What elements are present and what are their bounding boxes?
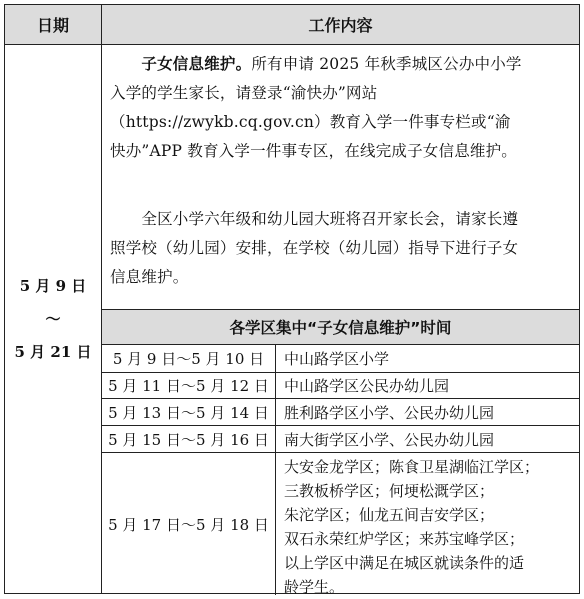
parent-meeting-paragraph (110, 205, 571, 292)
schedule-row (102, 345, 579, 373)
row-schools: 中山路学区小学 (284, 350, 390, 368)
date-separator: ～ (45, 309, 61, 328)
row-schools (276, 453, 579, 595)
row-schools: 中山路学区公民办幼儿园 (284, 377, 450, 395)
para1-line-2: （https://zwykb.cq.gov.cn）教育入学一件事专栏或“渝 (110, 113, 511, 131)
row-date: 5 月 11 日～5 月 12 日 (102, 373, 276, 398)
schedule-row (102, 453, 579, 595)
school-line: 大安金龙学区；陈食卫星湖临江学区； (284, 458, 540, 476)
para2-line-2: 信息维护。 (110, 268, 189, 286)
info-maintenance-paragraph (110, 49, 571, 166)
schedule-subheader: 各学区集中“子女信息维护”时间 (102, 309, 579, 345)
row-schools: 南大街学区小学、公民办幼儿园 (284, 430, 495, 449)
school-line: 双石永荣红炉学区；来苏宝峰学区； (284, 530, 525, 548)
date-column-header: 日期 (5, 5, 102, 45)
content-column-header: 工作内容 (102, 5, 579, 45)
schedule-row (102, 373, 579, 399)
date-start: 5 月 9 日 (19, 276, 87, 295)
row-schools: 胜利路学区小学、公民办幼儿园 (284, 403, 495, 422)
school-line: 三教板桥学区；何埂松溉学区； (284, 482, 495, 500)
row-date: 5 月 17 日～5 月 18 日 (102, 453, 276, 595)
para2-line-1: 照学校（幼儿园）安排，在学校（幼儿园）指导下进行子女 (110, 239, 519, 257)
date-end: 5 月 21 日 (14, 342, 92, 361)
content-cell (102, 45, 579, 596)
schedule-row (102, 399, 579, 426)
para1-line-3: 快办”APP 教育入学一件事专区，在线完成子女信息维护。 (110, 142, 518, 160)
row-date: 5 月 9 日～5 月 10 日 (102, 345, 276, 372)
date-range-cell (5, 45, 102, 593)
school-line: 朱沱学区；仙龙五间吉安学区； (284, 506, 495, 524)
row-date: 5 月 13 日～5 月 14 日 (102, 399, 276, 425)
para1-lead: 子女信息维护。 (141, 54, 252, 73)
para1-line-0: 子女信息维护。所有申请 2025 年秋季城区公办中小学 (141, 54, 522, 73)
row-date: 5 月 15 日～5 月 16 日 (102, 426, 276, 452)
schedule-table (4, 4, 580, 594)
school-line: 以上学区中满足在城区就读条件的适 (284, 554, 525, 572)
school-line: 龄学生。 (284, 578, 345, 596)
para1-line-1: 入学的学生家长，请登录“渝快办”网站 (110, 84, 378, 102)
para2-line-0: 全区小学六年级和幼儿园大班将召开家长会，请家长遵 (141, 210, 519, 228)
schedule-row (102, 426, 579, 453)
